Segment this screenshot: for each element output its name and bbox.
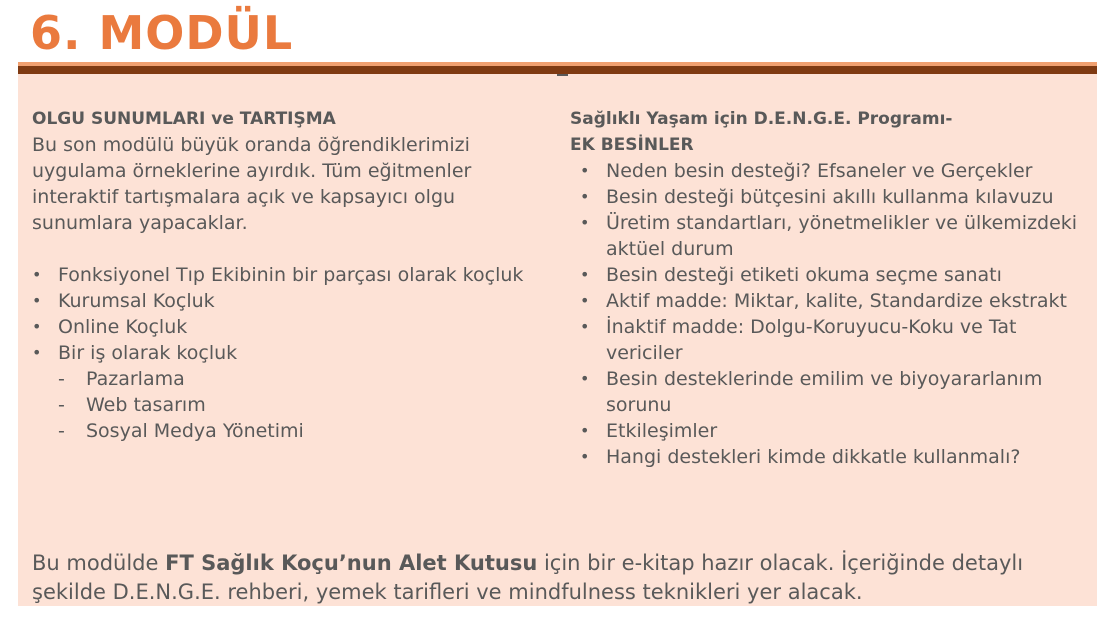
left-sub-list <box>32 366 532 444</box>
footer-text <box>32 549 1092 607</box>
header-rule-dark <box>18 66 1097 74</box>
left-column <box>32 106 532 444</box>
list-item: • Hangi destekleri kimde dikkatle kullanmalı? <box>580 444 1090 470</box>
list-item: • Fonksiyonel Tıp Ekibinin bir parçası olarak koçluk <box>32 262 532 288</box>
list-item: • Etkileşimler <box>580 418 1090 444</box>
list-item: • Aktif madde: Miktar, kalite, Standardize ekstrakt <box>580 288 1090 314</box>
list-item: • Neden besin desteği? Efsaneler ve Gerçekler <box>580 158 1090 184</box>
list-item: • İnaktif madde: Dolgu-Koruyucu-Koku ve Tat vericiler <box>580 314 1090 366</box>
right-heading-line2: EK BESİNLER <box>570 135 694 155</box>
left-paragraph: Bu son modülü büyük oranda öğrendiklerimizi uygulama örneklerine ayırdık. Tüm eğitmenler interaktif tartışmalara açık ve kapsayıcı olgu sunumlara yapacaklar. <box>32 134 472 234</box>
right-heading-line1: Sağlıklı Yaşam için D.E.N.G.E. Programı- <box>570 109 953 129</box>
footer-bold: FT Sağlık Koçu’nun Alet Kutusu <box>165 551 538 575</box>
list-item: • Besin desteği etiketi okuma seçme sanatı <box>580 262 1090 288</box>
list-item: • Kurumsal Koçluk <box>32 288 532 314</box>
left-heading: OLGU SUNUMLARI ve TARTIŞMA <box>32 109 336 129</box>
divider-tick <box>557 74 568 76</box>
right-bullet-list <box>570 158 1090 470</box>
list-item: • Online Koçluk <box>32 314 532 340</box>
list-item: • Üretim standartları, yönetmelikler ve ülkemizdeki aktüel durum <box>580 210 1090 262</box>
footer-after: için bir e-kitap hazır olacak. İçeriğinde detaylı şekilde D.E.N.G.E. rehberi, yemek tarifleri ve mindfulness teknikleri yer alacak. <box>32 551 1024 604</box>
list-item: • Bir iş olarak koçluk <box>32 340 532 366</box>
sub-list-item: - Web tasarım <box>58 392 532 418</box>
list-item: • Besin desteği bütçesini akıllı kullanma kılavuzu <box>580 184 1090 210</box>
left-bullet-list <box>32 262 532 366</box>
page-title: 6. MODÜL <box>30 6 294 60</box>
footer-before: Bu modülde <box>32 551 166 575</box>
right-column <box>570 106 1090 470</box>
list-item: • Besin desteklerinde emilim ve biyoyararlanım sorunu <box>580 366 1090 418</box>
sub-list-item: - Pazarlama <box>58 366 532 392</box>
sub-list-item: - Sosyal Medya Yönetimi <box>58 418 532 444</box>
